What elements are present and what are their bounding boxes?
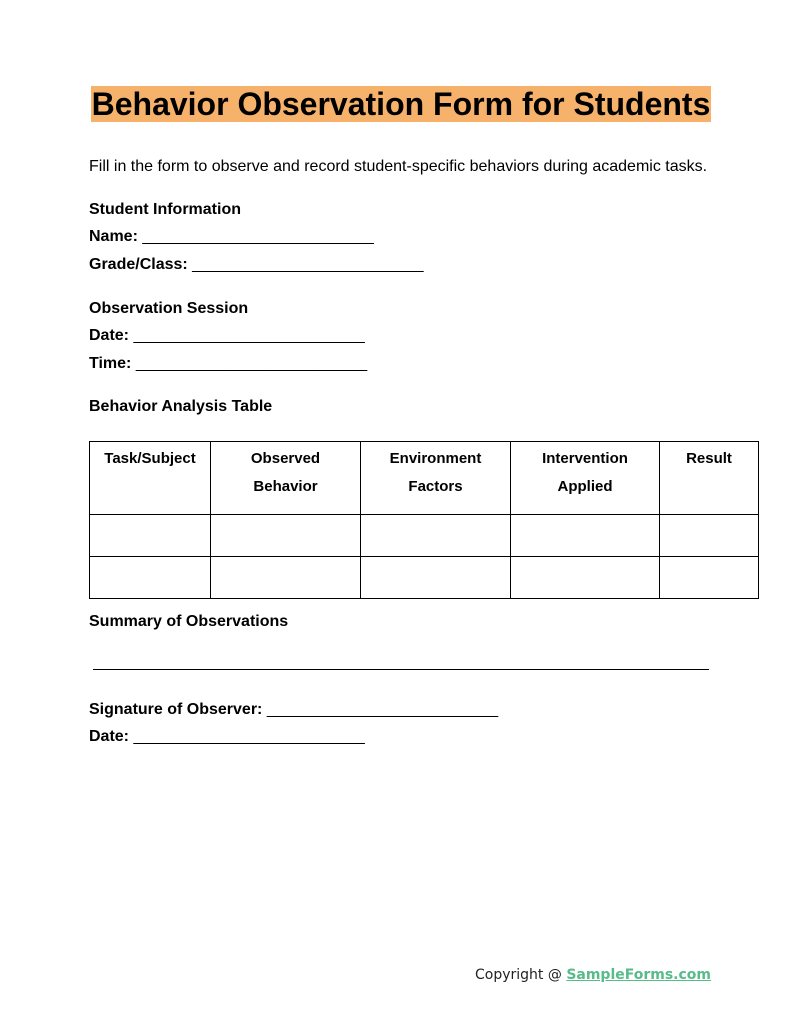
form-title: Behavior Observation Form for Students <box>91 86 711 122</box>
name-blank[interactable]: __________________________ <box>142 228 374 245</box>
table-cell[interactable] <box>211 515 361 557</box>
analysis-table-heading: Behavior Analysis Table <box>89 398 273 415</box>
signature-field[interactable] <box>89 701 498 719</box>
copyright-footer <box>475 967 711 983</box>
table-cell[interactable] <box>361 515 511 557</box>
title-wrapper <box>0 86 800 122</box>
column-header-environment-factors: Environment Factors <box>361 442 511 515</box>
grade-blank[interactable]: __________________________ <box>192 256 424 273</box>
summary-input-line[interactable] <box>93 669 709 670</box>
session-time-blank[interactable]: __________________________ <box>135 355 368 372</box>
grade-label: Grade/Class: <box>89 256 188 273</box>
intro-text: Fill in the form to observe and record student-specific behaviors during academic tasks. <box>89 158 708 175</box>
column-header-result: Result <box>660 442 759 515</box>
name-field[interactable] <box>89 228 374 246</box>
session-time-label: Time: <box>89 355 132 372</box>
table-cell[interactable] <box>90 557 211 599</box>
table-cell[interactable] <box>511 515 660 557</box>
grade-field[interactable] <box>89 256 424 274</box>
session-date-blank[interactable]: __________________________ <box>133 327 365 344</box>
column-header-observed-behavior: Observed Behavior <box>211 442 361 515</box>
signature-date-blank[interactable]: __________________________ <box>133 728 365 745</box>
session-date-label: Date: <box>89 327 130 344</box>
session-time-field[interactable] <box>89 355 367 373</box>
signature-blank[interactable]: __________________________ <box>266 701 499 718</box>
copyright-text: Copyright @ <box>475 967 567 983</box>
table-header-row <box>90 442 759 515</box>
table-cell[interactable] <box>90 515 211 557</box>
signature-date-field[interactable] <box>89 728 365 746</box>
column-header-intervention-applied: Intervention Applied <box>511 442 660 515</box>
table-cell[interactable] <box>211 557 361 599</box>
table-row <box>90 515 759 557</box>
session-date-field[interactable] <box>89 327 365 345</box>
signature-label: Signature of Observer: <box>89 701 263 718</box>
behavior-analysis-table <box>89 441 759 599</box>
table-cell[interactable] <box>660 557 759 599</box>
summary-heading: Summary of Observations <box>89 613 289 630</box>
observation-session-heading: Observation Session <box>89 300 249 317</box>
student-info-heading: Student Information <box>89 201 241 218</box>
table-cell[interactable] <box>361 557 511 599</box>
signature-date-label: Date: <box>89 728 130 745</box>
table-cell[interactable] <box>511 557 660 599</box>
sampleforms-link[interactable]: SampleForms.com <box>566 967 712 983</box>
table-cell[interactable] <box>660 515 759 557</box>
name-label: Name: <box>89 228 138 245</box>
table-row <box>90 557 759 599</box>
column-header-task-subject: Task/Subject <box>90 442 211 515</box>
